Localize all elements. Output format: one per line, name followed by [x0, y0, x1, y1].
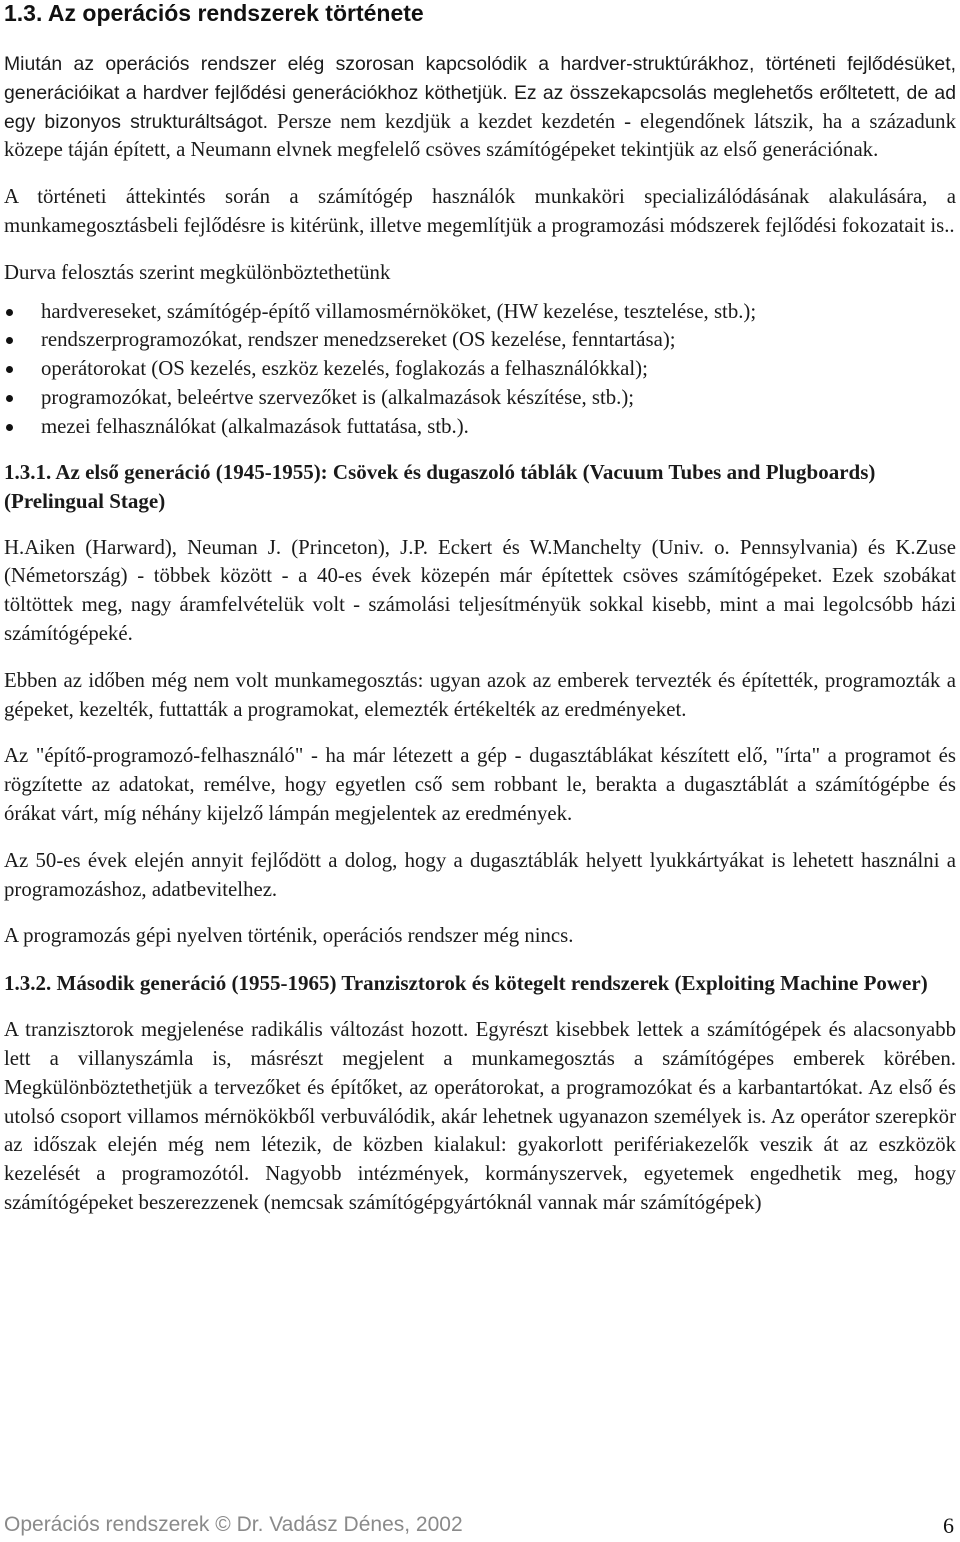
list-item-text: operátorokat (OS kezelés, eszköz kezelés, foglakozás a felhasználókkal);: [41, 357, 648, 381]
list-item-text: programozókat, beleértve szervezőket is (alkalmazások készítése, stb.);: [41, 385, 635, 409]
bullet-icon: [6, 366, 13, 373]
document-page: [4, 0, 956, 1218]
list-item: [4, 326, 956, 355]
gen1-paragraph-2: Ebben az időben még nem volt munkamegosztás: ugyan azok az emberek tervezték és építették, programozták a gépeket, kezelték, futtatták a programokat, elemezték értékelték az eredményeket.: [4, 668, 956, 721]
page-number: 6: [943, 1513, 954, 1538]
page-footer: [4, 1513, 956, 1539]
gen2-paragraph-1: A tranzisztorok megjelenése radikális változást hozott. Egyrészt kisebbek lettek a számítógépek és alacsonyabb lett a villanyszámla is, másrészt megjelent a munkamegosztás a számítógépes emberek körében. Megkülönböztethetjük a tervezőket és építőket, az operátorokat, a programozókat és a karbantartókat. Az első és utolsó csoport villamos mérnökökből verbuválódik, akár lehetnek ugyanazon személyek is. Az operátor szerepkör az időszak elején még nem létezik, de közben kialakul: gyakorlott perifériakezelők veszik át az eszközök kezelését a programozótól. Nagyobb intézmények, kormányszervek, egyetemek engedhetik meg, hogy számítógépeket beszerezzenek (nemcsak számítógépgyártóknál vannak már számítógépek): [4, 1018, 956, 1214]
gen1-paragraph-1: H.Aiken (Harward), Neuman J. (Princeton), J.P. Eckert és W.Manchelty (Univ. o. Pennsylvania) és K.Zuse (Németország) - többek között - a 40-es évek közepén már építettek csöves számítógépeket. Ezek szobákat töltöttek meg, nagy áramfelvételük volt - számolási teljesítményük sokkal kisebb, mint a mai legolcsóbb házi számítógépeké.: [4, 535, 956, 645]
list-item: [4, 298, 956, 327]
intro-paragraph-2: A történeti áttekintés során a számítógép használók munkaköri specializálódásának alakulására, a munkamegosztásbeli fejlődésre is kitérünk, illetve megemlítjük a programozási módszerek fejlődési fokozatait is..: [4, 185, 956, 237]
bullet-icon: [6, 395, 13, 402]
gen2-heading: 1.3.2. Második generáció (1955-1965) Tranzisztorok és kötegelt rendszerek (Exploiting Machine Power): [4, 971, 928, 996]
list-item: [4, 413, 956, 442]
roles-list: [4, 298, 956, 442]
gen1-heading: 1.3.1. Az első generáció (1945-1955): Csövek és dugaszoló táblák (Vacuum Tubes and Plugboards) (Prelingual Stage): [4, 459, 876, 513]
intro-paragraph-1-sans: Miután az operációs rendszer elég szorosan kapcsolódik a hardver-struktúrákhoz, történeti fejlődésüket, generációikat a hardver fejlődési generációkhoz köthetjük. Ez az összekapcsolás meglehetős erőltetett, de ad egy bizonyos strukturáltságot.: [4, 53, 956, 133]
list-item-text: mezei felhasználókat (alkalmazások futtatása, stb.).: [41, 414, 469, 438]
bullet-icon: [6, 337, 13, 344]
section-title: 1.3. Az operációs rendszerek története: [4, 0, 424, 26]
bullet-icon: [6, 424, 13, 431]
bullet-icon: [6, 309, 13, 316]
list-item-text: rendszerprogramozókat, rendszer menedzsereket (OS kezelése, fenntartása);: [41, 328, 676, 352]
gen1-paragraph-5: A programozás gépi nyelven történik, operációs rendszer még nincs.: [4, 924, 574, 948]
footer-copyright: Operációs rendszerek © Dr. Vadász Dénes, 2002: [4, 1513, 463, 1536]
gen1-paragraph-4: Az 50-es évek elején annyit fejlődött a dolog, hogy a dugasztáblák helyett lyukkártyákat is lehetett használni a programozáshoz, adatbevitelhez.: [4, 848, 956, 901]
list-item-text: hardvereseket, számítógép-építő villamosmérnököket, (HW kezelése, tesztelése, stb.);: [41, 299, 757, 323]
intro-paragraph-1-serif: Persze nem kezdjük a kezdet kezdetén - elegendőnek látszik, ha a századunk közepe táján épített, a Neumann elvnek megfelelő csöves számítógépeket tekintjük az első generációnak.: [4, 109, 956, 162]
intro-paragraph-3: Durva felosztás szerint megkülönböztethetünk: [4, 260, 391, 284]
intro-paragraph-1: [4, 50, 956, 165]
list-item: [4, 355, 956, 384]
gen1-paragraph-3: Az "építő-programozó-felhasználó" - ha már létezett a gép - dugasztáblákat készített elő, "írta" a programot és rögzítette az adatokat, remélve, hogy egyetlen cső sem robbant le, berakta a dugasztáblát a számítógépbe és órákat várt, míg néhány kijelző lámpán megjelentek az eredmények.: [4, 744, 956, 825]
list-item: [4, 384, 956, 413]
